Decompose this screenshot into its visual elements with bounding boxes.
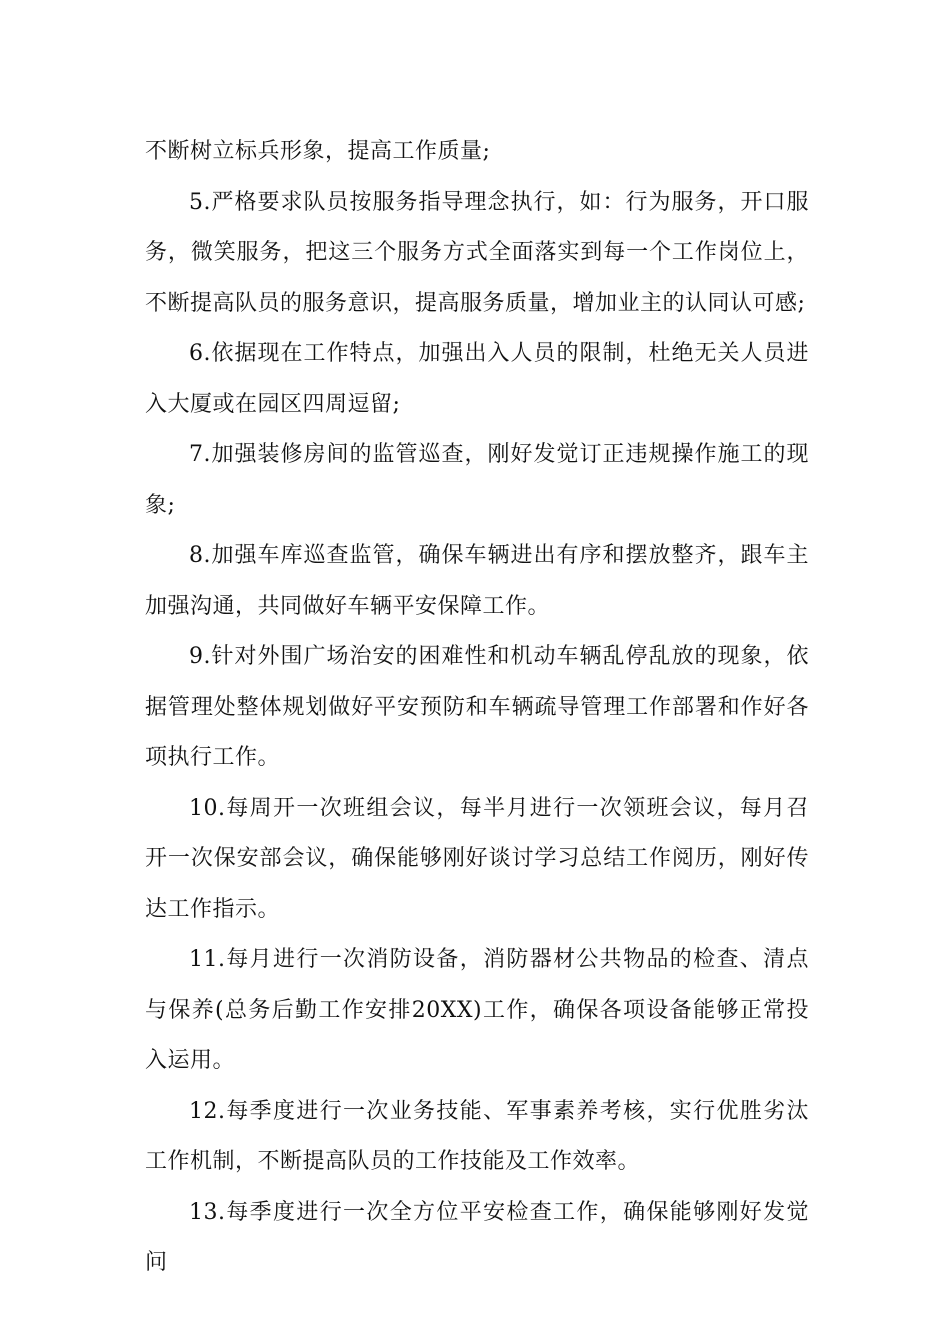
paragraph-item-12: 12.每季度进行一次业务技能、军事素养考核，实行优胜劣汰工作机制，不断提高队员的工作技能及工作效率。: [145, 1098, 809, 1174]
paragraph-item-7: 7.加强装修房间的监管巡查，刚好发觉订正违规操作施工的现象;: [145, 442, 809, 518]
paragraph-item-13: 13.每季度进行一次全方位平安检查工作，确保能够刚好发觉问: [145, 1199, 809, 1275]
paragraph-item-8: 8.加强车库巡查监管，确保车辆进出有序和摆放整齐，跟车主加强沟通，共同做好车辆平安保障工作。: [145, 543, 809, 619]
paragraph-intro: 不断树立标兵形象，提高工作质量;: [145, 139, 491, 164]
paragraph-item-5: 5.严格要求队员按服务指导理念执行，如：行为服务，开口服务，微笑服务，把这三个服务方式全面落实到每一个工作岗位上，不断提高队员的服务意识，提高服务质量，增加业主的认同认可感;: [145, 189, 809, 316]
paragraph-item-10: 10.每周开一次班组会议，每半月进行一次领班会议，每月召开一次保安部会议，确保能够刚好谈讨学习总结工作阅历，刚好传达工作指示。: [145, 795, 809, 922]
paragraph-item-9: 9.针对外围广场治安的困难性和机动车辆乱停乱放的现象，依据管理处整体规划做好平安预防和车辆疏导管理工作部署和作好各项执行工作。: [145, 644, 809, 770]
document-body: [145, 127, 809, 1289]
paragraph-item-6: 6.依据现在工作特点，加强出入人员的限制，杜绝无关人员进入大厦或在园区四周逗留;: [145, 341, 809, 417]
paragraph-item-11: 11.每月进行一次消防设备，消防器材公共物品的检查、清点与保养(总务后勤工作安排20XX)工作，确保各项设备能够正常投入运用。: [145, 947, 809, 1073]
